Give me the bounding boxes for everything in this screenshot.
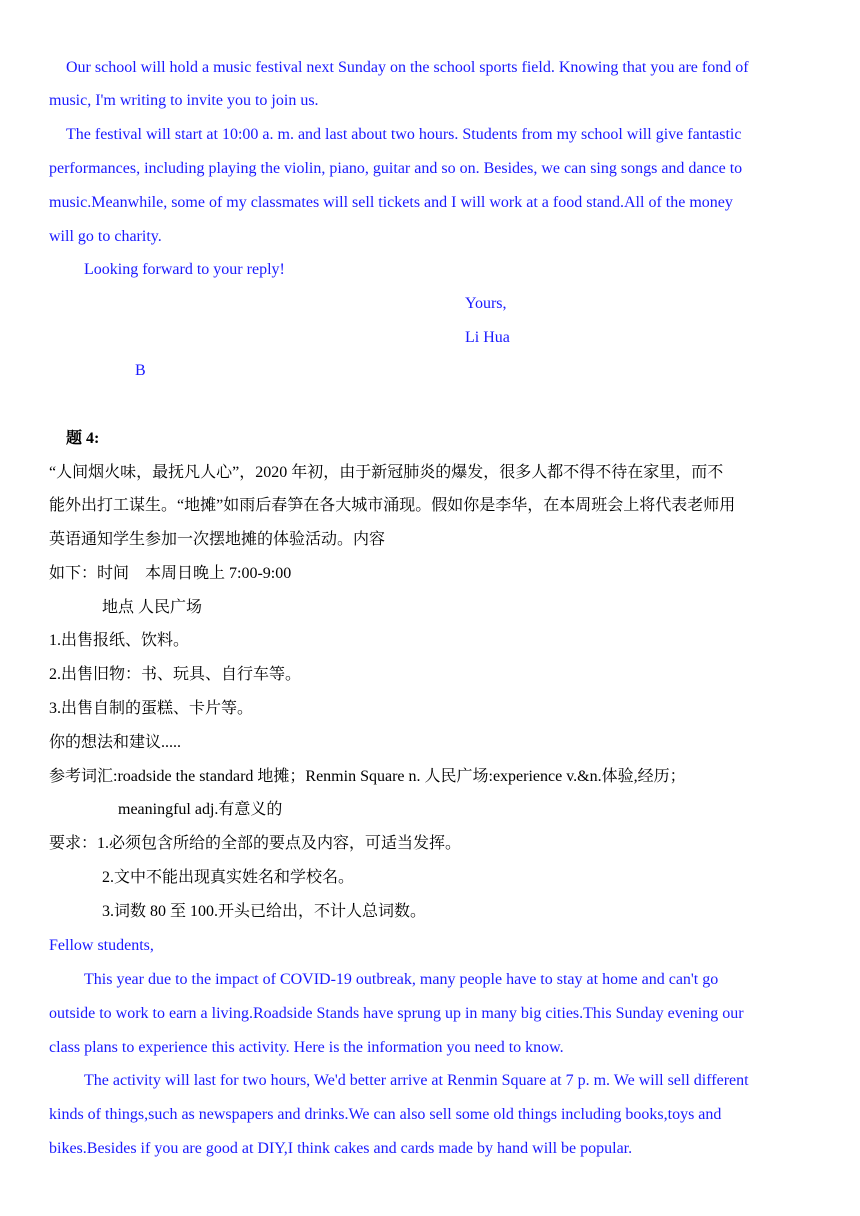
letter-3-line-4: performances, including playing the violin, piano, guitar and so on. Besides, we can sing songs and dance to xyxy=(49,160,743,177)
answer-4-line-3: class plans to experience this activity. Here is the information you need to know. xyxy=(49,1039,564,1056)
question-4-vocab-2: meaningful adj.有意义的 xyxy=(118,801,283,818)
question-4-prompt-line-2: 能外出打工谋生。“地摊”如雨后春笋在各大城市涌现。假如你是李华，在本周班会上将代表老师用 xyxy=(49,497,736,514)
answer-4-line-4: The activity will last for two hours, We'd better arrive at Renmin Square at 7 p. m. We will sell different xyxy=(84,1072,749,1089)
answer-4-line-6: bikes.Besides if you are good at DIY,I think cakes and cards made by hand will be popular. xyxy=(49,1140,633,1157)
question-4-prompt-line-3: 英语通知学生参加一次摆地摊的体验活动。内容 xyxy=(49,531,386,548)
answer-4-line-1: This year due to the impact of COVID-19 outbreak, many people have to stay at home and can't go xyxy=(84,971,719,988)
question-4-point-1: 1.出售报纸、饮料。 xyxy=(49,632,190,649)
letter-3-line-1: Our school will hold a music festival next Sunday on the school sports field. Knowing that you are fond of xyxy=(66,59,749,76)
answer-4-greeting: Fellow students, xyxy=(49,937,154,954)
question-4-requirement-2: 2.文中不能出现真实姓名和学校名。 xyxy=(102,869,355,886)
letter-3-line-5: music.Meanwhile, some of my classmates will sell tickets and I will work at a food stand.All of the money xyxy=(49,194,733,211)
letter-3-line-3: The festival will start at 10:00 a. m. and last about two hours. Students from my school will give fantastic xyxy=(66,126,742,143)
answer-4-line-2: outside to work to earn a living.Roadside Stands have sprung up in many big cities.This Sunday evening our xyxy=(49,1005,744,1022)
letter-3-closing: Yours, xyxy=(465,295,507,312)
letter-3-line-2: music, I'm writing to invite you to join us. xyxy=(49,92,319,109)
option-label: B xyxy=(135,362,146,379)
letter-3-signature: Li Hua xyxy=(465,329,510,346)
answer-4-line-5: kinds of things,such as newspapers and drinks.We can also sell some old things including books,toys and xyxy=(49,1106,722,1123)
question-4-requirement-1: 要求：1.必须包含所给的全部的要点及内容，可适当发挥。 xyxy=(49,835,462,852)
question-4-time: 如下：时间 本周日晚上 7:00-9:00 xyxy=(49,565,292,582)
question-4-vocab-1: 参考词汇:roadside the standard 地摊；Renmin Square n. 人民广场:experience v.&n.体验,经历； xyxy=(49,768,686,785)
question-4-point-2: 2.出售旧物：书、玩具、自行车等。 xyxy=(49,666,302,683)
letter-3-line-6: will go to charity. xyxy=(49,228,162,245)
question-4-place: 地点 人民广场 xyxy=(102,599,203,616)
question-4-heading: 题 4: xyxy=(66,430,100,447)
question-4-ideas: 你的想法和建议..... xyxy=(49,734,182,751)
question-4-prompt-line-1: “人间烟火味，最抚凡人心”，2020 年初，由于新冠肺炎的爆发，很多人都不得不待在家里，而不 xyxy=(49,464,724,481)
letter-3-line-7: Looking forward to your reply! xyxy=(84,261,285,278)
question-4-requirement-3: 3.词数 80 至 100.开头已给出，不计人总词数。 xyxy=(102,903,427,920)
question-4-point-3: 3.出售自制的蛋糕、卡片等。 xyxy=(49,700,254,717)
